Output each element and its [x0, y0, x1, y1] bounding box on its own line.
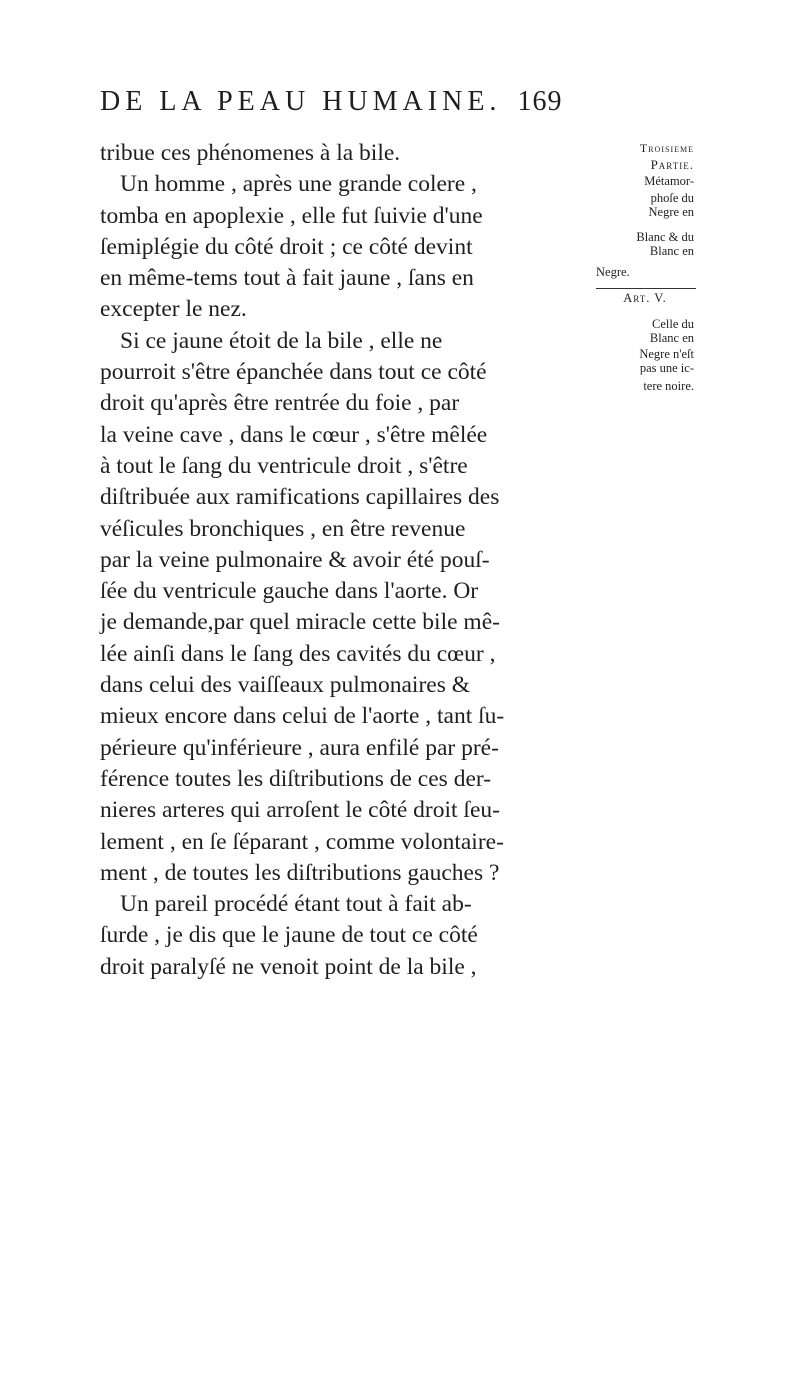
text-line: ſée du ventricule gauche dans l'aorte. Or: [100, 578, 479, 605]
text-line: nieres arteres qui arroſent le côté droit ſeu-: [100, 797, 500, 824]
margin-note: phoſe du: [650, 191, 694, 205]
margin-note: Negre.: [596, 265, 630, 279]
text-line: lée ainſi dans le ſang des cavités du cœur ,: [100, 640, 496, 667]
text-line: à tout le ſang du ventricule droit , s'être: [100, 452, 468, 479]
margin-note: Blanc en: [649, 331, 694, 345]
text-line: ſurde , je dis que le jaune de tout ce côté: [100, 922, 478, 949]
text-line: périeure qu'inférieure , aura enfilé par pré-: [100, 734, 499, 761]
margin-note: Negre n'eſt: [639, 347, 694, 361]
margin-note: pas une ic-: [639, 361, 694, 375]
text-line: férence toutes les diſtributions de ces der-: [100, 765, 492, 792]
margin-note: Troisieme: [639, 141, 694, 155]
text-line: je demande,par quel miracle cette bile mê-: [100, 609, 500, 636]
text-line: droit qu'après être rentrée du foie , par: [100, 390, 460, 417]
margin-note: Art. V.: [623, 291, 667, 305]
text-line: diſtribuée aux ramifications capillaires des: [100, 484, 500, 511]
text-line: tomba en apoplexie , elle fut ſuivie d'une: [100, 202, 483, 229]
margin-note: Partie.: [650, 157, 694, 172]
body-text: [100, 138, 504, 983]
text-line: ſemiplégie du côté droit ; ce côté devint: [100, 233, 473, 260]
margin-note: Métamor-: [644, 174, 694, 188]
margin-note: Celle du: [651, 317, 694, 331]
text-line: la veine cave , dans le cœur , s'être mêlée: [100, 421, 488, 448]
margin-note: Negre en: [648, 205, 694, 219]
margin-note: Blanc en: [649, 244, 694, 258]
text-line: lement , en ſe ſéparant , comme volontaire-: [100, 828, 504, 855]
margin-note: tere noire.: [643, 379, 694, 393]
text-line: par la veine pulmonaire & avoir été pouſ-: [100, 546, 490, 573]
text-line: Un homme , après une grande colere ,: [120, 171, 477, 198]
margin-note: Blanc & du: [636, 230, 694, 244]
margin-divider: [596, 288, 696, 289]
text-line: en même-tems tout à fait jaune , ſans en: [100, 265, 474, 292]
text-line: excepter le nez.: [100, 296, 247, 323]
page-number: 169: [517, 86, 563, 117]
text-line: droit paralyſé ne venoit point de la bile ,: [100, 953, 477, 980]
text-line: dans celui des vaiſſeaux pulmonaires &: [100, 672, 471, 699]
text-line: mieux encore dans celui de l'aorte , tant ſu-: [100, 703, 505, 730]
running-header: [100, 86, 562, 118]
text-line: pourroit s'être épanchée dans tout ce côté: [100, 359, 487, 386]
text-line: véſicules bronchiques , en être revenue: [100, 515, 466, 542]
text-line: tribue ces phénomenes à la bile.: [100, 140, 401, 166]
text-line: Un pareil procédé étant tout à fait ab-: [120, 891, 472, 918]
text-line: ment , de toutes les diſtributions gauches ?: [100, 859, 500, 886]
text-line: Si ce jaune étoit de la bile , elle ne: [120, 327, 443, 354]
running-title: DE LA PEAU HUMAINE.: [100, 86, 502, 117]
